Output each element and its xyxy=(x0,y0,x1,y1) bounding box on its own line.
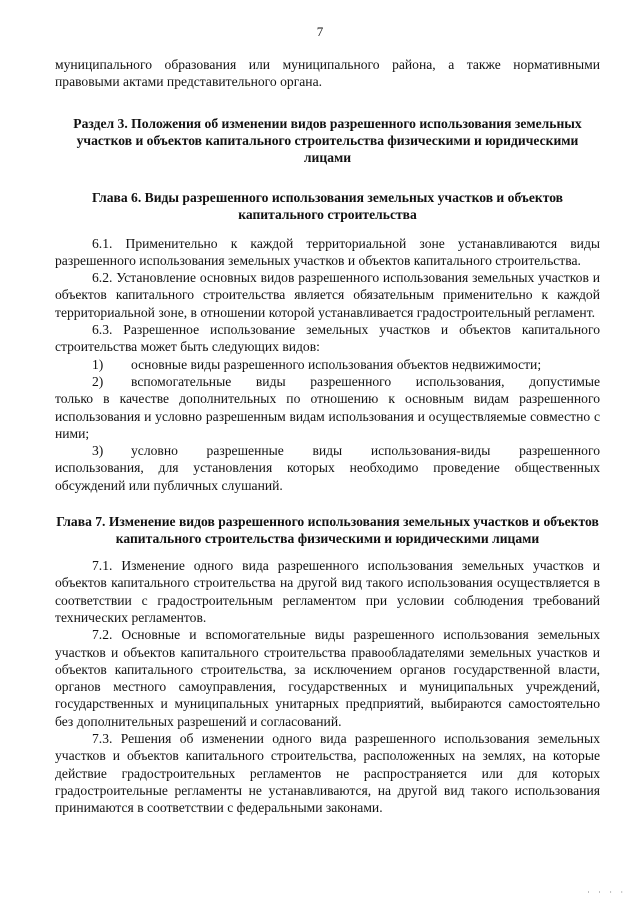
list-item-number: 3) xyxy=(92,443,104,459)
scan-artifact-marks: · · · · xyxy=(587,888,626,897)
list-item-2-continuation: только в качестве дополнительных по отношению к основным видам разрешенного использования и условно разрешенным видам использования и осуществляемые совместно с ними; xyxy=(55,391,600,441)
page-number: 7 xyxy=(316,24,324,39)
paragraph-7-3: 7.3. Решения об изменении одного вида разрешенного использования земельных участков и объектов капитального строительства, расположенных на землях, на которые действие градостроительных регламентов не распространяется или для которых градостроительные регламенты не устанавливаются, на другой вид такого использования принимаются в соответствии с федеральными законами. xyxy=(55,731,600,816)
list-item-text: вспомогательные виды разрешенного использования, допустимые xyxy=(131,373,600,389)
intro-paragraph: муниципального образования или муниципального района, а также нормативными правовыми актами представительного органа. xyxy=(55,57,600,90)
list-item-number: 2) xyxy=(92,373,104,389)
list-item-3-continuation: использования, для установления которых необходимо проведение общественных обсуждений или публичных слушаний. xyxy=(55,460,600,493)
section-3-heading: Раздел 3. Положения об изменении видов разрешенного использования земельных участков и объектов капитального строительства физическими и юридическими лицами xyxy=(73,115,582,165)
document-body xyxy=(55,56,600,817)
list-item-text: основные виды разрешенного использования объектов недвижимости; xyxy=(131,356,542,372)
list-item-1 xyxy=(55,356,600,373)
paragraph-6-3: 6.3. Разрешенное использование земельных участков и объектов капитального строительства может быть следующих видов: xyxy=(55,322,600,355)
chapter-7-heading: Глава 7. Изменение видов разрешенного использования земельных участков и объектов капитального строительства физическими и юридическими лицами xyxy=(56,514,599,547)
paragraph-7-2: 7.2. Основные и вспомогательные виды разрешенного использования земельных участков и объектов капитального строительства правообладателями земельных участков и объектов капитального строительства, за исключением органов государственной власти, органов местного самоуправления, государственных и муниципальных учреждений, государственных и муниципальных унитарных предприятий, выбираются самостоятельно без дополнительных разрешений и согласований. xyxy=(55,627,600,729)
paragraph-6-2: 6.2. Установление основных видов разрешенного использования земельных участков и объектов капитального строительства является обязательным применительно к каждой территориальной зоне, в отношении которой устанавливается градостроительный регламент. xyxy=(55,270,600,320)
chapter-6-heading: Глава 6. Виды разрешенного использования земельных участков и объектов капитального строительства xyxy=(91,189,564,222)
list-item-number: 1) xyxy=(92,356,104,372)
list-item-2 xyxy=(55,373,600,390)
list-item-text: условно разрешенные виды использования-виды разрешенного xyxy=(131,443,600,459)
paragraph-6-1: 6.1. Применительно к каждой территориальной зоне устанавливаются виды разрешенного использования земельных участков и объектов капитального строительства. xyxy=(55,235,600,268)
list-item-3 xyxy=(55,442,600,459)
paragraph-7-1: 7.1. Изменение одного вида разрешенного использования земельных участков и объектов капитального строительства на другой вид такого использования осуществляется в соответствии с градостроительным регламентом при условии соблюдения требований технических регламентов. xyxy=(55,558,600,625)
